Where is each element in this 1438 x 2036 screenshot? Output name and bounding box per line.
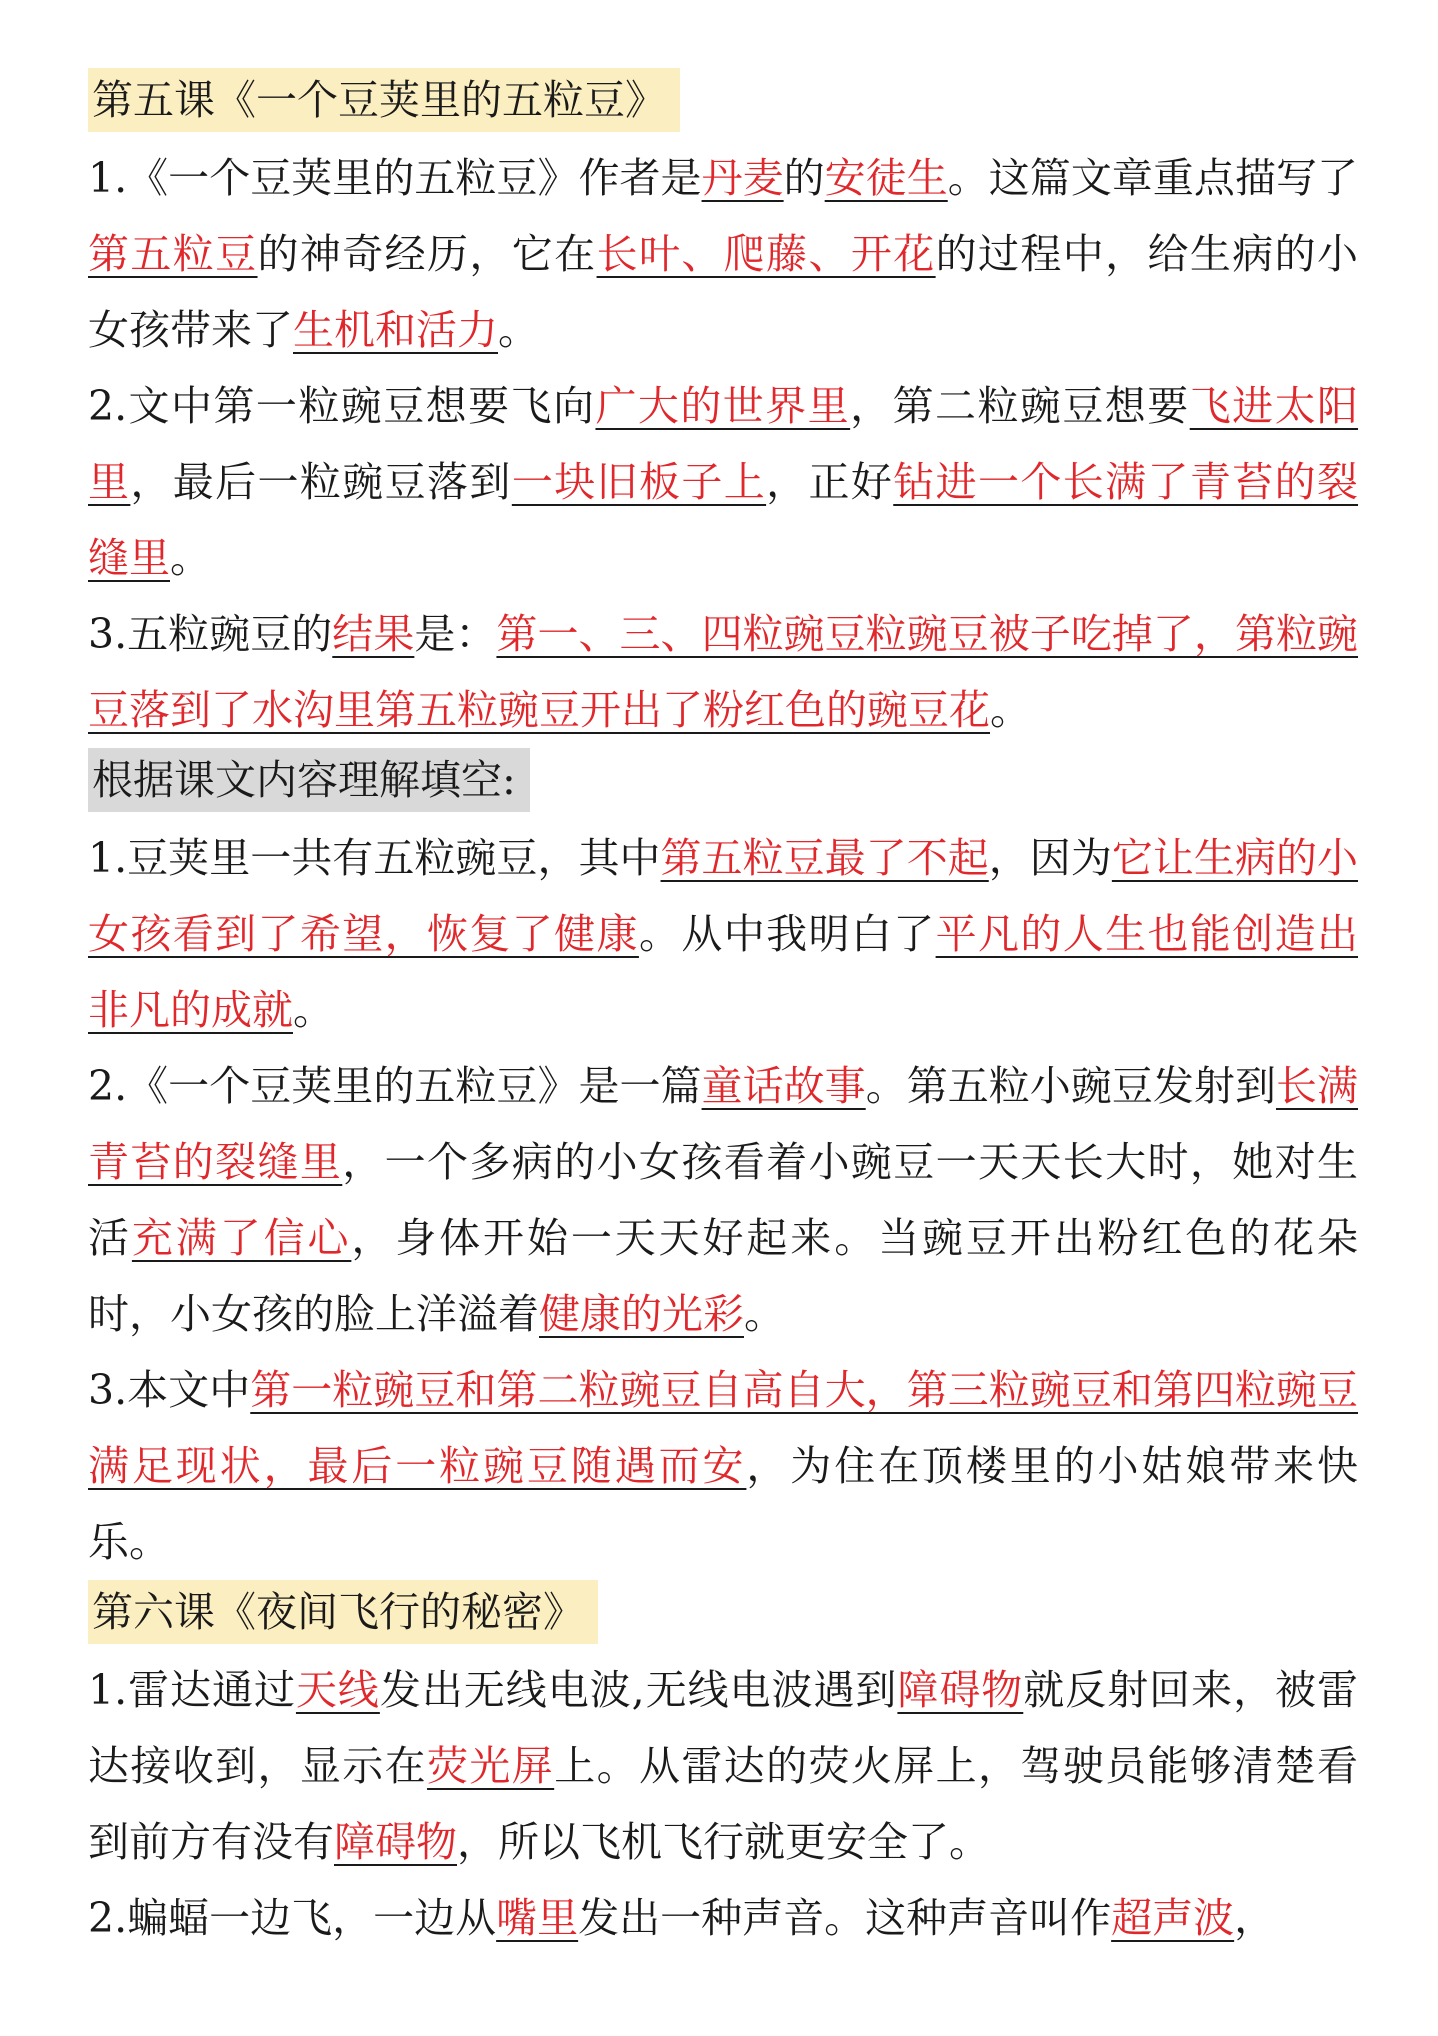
answer-blank: 它让生病的小女孩看到了希望，恢复了健康 — [88, 834, 1359, 958]
question-text: 就反射回来，被雷达接收到，显示在 — [88, 1666, 1359, 1790]
question-text: 1.雷达通过 — [88, 1666, 296, 1714]
answer-blank: 丹麦 — [701, 154, 784, 202]
lesson6-question-2 — [88, 1880, 1358, 1956]
question-text: 。 — [744, 1290, 785, 1338]
question-text: 3.本文中 — [88, 1366, 251, 1414]
lesson5-question-1 — [88, 140, 1358, 368]
question-text: 的神奇经历，它在 — [257, 230, 597, 278]
answer-blank: 第一、三、四粒豌豆粒豌豆被子吃掉了，第粒豌豆落到了水沟里第五粒豌豆开出了粉红色的豌豆花 — [88, 610, 1359, 734]
comprehension-question-3 — [88, 1352, 1358, 1580]
question-text: ， — [1234, 1894, 1276, 1942]
answer-blank: 第一粒豌豆和第二粒豌豆自高自大，第三粒豌豆和第四粒豌豆满足现状，最后一粒豌豆随遇而安 — [88, 1366, 1359, 1490]
lesson6-title: 第六课《夜间飞行的秘密》 — [88, 1580, 598, 1644]
answer-blank: 天线 — [295, 1666, 380, 1714]
question-text: ，一个多病的小女孩看着小豌豆一天天长大时，她对生活 — [88, 1138, 1359, 1262]
answer-blank: 障碍物 — [334, 1818, 457, 1866]
question-text: 。 — [990, 686, 1031, 734]
question-text: 1.豆荚里一共有五粒豌豆，其中 — [88, 834, 661, 882]
question-text: 2.文中第一粒豌豆想要飞向 — [88, 382, 596, 430]
question-text: 。第五粒小豌豆发射到 — [865, 1062, 1276, 1110]
answer-blank: 广大的世界里 — [595, 382, 851, 430]
question-text: ，正好 — [766, 458, 894, 506]
answer-blank: 童话故事 — [701, 1062, 866, 1110]
answer-blank: 第五粒豆 — [88, 230, 258, 278]
question-text: 3.五粒豌豆的 — [88, 610, 333, 658]
question-text: ，为住在顶楼里的小姑娘带来快乐。 — [88, 1442, 1359, 1566]
answer-blank: 嘴里 — [496, 1894, 579, 1942]
answer-blank: 长叶、爬藤、开花 — [596, 230, 936, 278]
answer-blank: 生机和活力 — [293, 306, 498, 354]
question-text: 2.蝙蝠一边飞，一边从 — [88, 1894, 497, 1942]
question-text: 2.《一个豆荚里的五粒豆》是一篇 — [88, 1062, 702, 1110]
answer-blank: 障碍物 — [897, 1666, 1024, 1714]
question-text: ，身体开始一天天好起来。当豌豆开出粉红色的花朵时，小女孩的脸上洋溢着 — [88, 1214, 1359, 1338]
comprehension-title: 根据课文内容理解填空: — [88, 748, 530, 812]
question-text: 是： — [414, 610, 497, 658]
answer-blank: 一块旧板子上 — [511, 458, 767, 506]
question-text: 。 — [293, 986, 334, 1034]
lesson5-question-3 — [88, 596, 1358, 748]
answer-blank: 飞进太阳里 — [88, 382, 1359, 506]
answer-blank: 安徒生 — [824, 154, 948, 202]
question-text: 1.《一个豆荚里的五粒豆》作者是 — [88, 154, 702, 202]
answer-blank: 充满了信心 — [131, 1214, 352, 1262]
question-text: ，第二粒豌豆想要 — [850, 382, 1190, 430]
question-text: ，最后一粒豌豆落到 — [130, 458, 512, 506]
question-text: ，因为 — [988, 834, 1112, 882]
answer-blank: 长满青苔的裂缝里 — [88, 1062, 1359, 1186]
comprehension-question-2 — [88, 1048, 1358, 1352]
comprehension-question-1 — [88, 820, 1358, 1048]
lesson5-title: 第五课《一个豆荚里的五粒豆》 — [88, 68, 680, 132]
question-text: 发出一种声音。这种声音叫作 — [578, 1894, 1112, 1942]
question-text: 。 — [170, 534, 211, 582]
question-text: 的过程中，给生病的小女孩带来了 — [88, 230, 1359, 354]
question-text: 发出无线电波,无线电波遇到 — [379, 1666, 898, 1714]
answer-blank: 健康的光彩 — [539, 1290, 744, 1338]
answer-blank: 超声波 — [1111, 1894, 1235, 1942]
question-text: 。 — [498, 306, 539, 354]
answer-blank: 荧光屏 — [427, 1742, 555, 1790]
question-text: ，所以飞机飞行就更安全了。 — [457, 1818, 990, 1866]
answer-blank: 平凡的人生也能创造出非凡的成就 — [88, 910, 1359, 1034]
question-text: 。从中我明白了 — [638, 910, 936, 958]
answer-blank: 结果 — [332, 610, 415, 658]
question-text: 上。从雷达的荧火屏上，驾驶员能够清楚看到前方有没有 — [88, 1742, 1359, 1866]
question-text: 的 — [783, 154, 825, 202]
answer-blank: 钻进一个长满了青苔的裂缝里 — [88, 458, 1359, 582]
lesson6-question-1 — [88, 1652, 1358, 1880]
lesson5-question-2 — [88, 368, 1358, 596]
question-text: 。这篇文章重点描写了 — [947, 154, 1359, 202]
answer-blank: 第五粒豆最了不起 — [660, 834, 989, 882]
